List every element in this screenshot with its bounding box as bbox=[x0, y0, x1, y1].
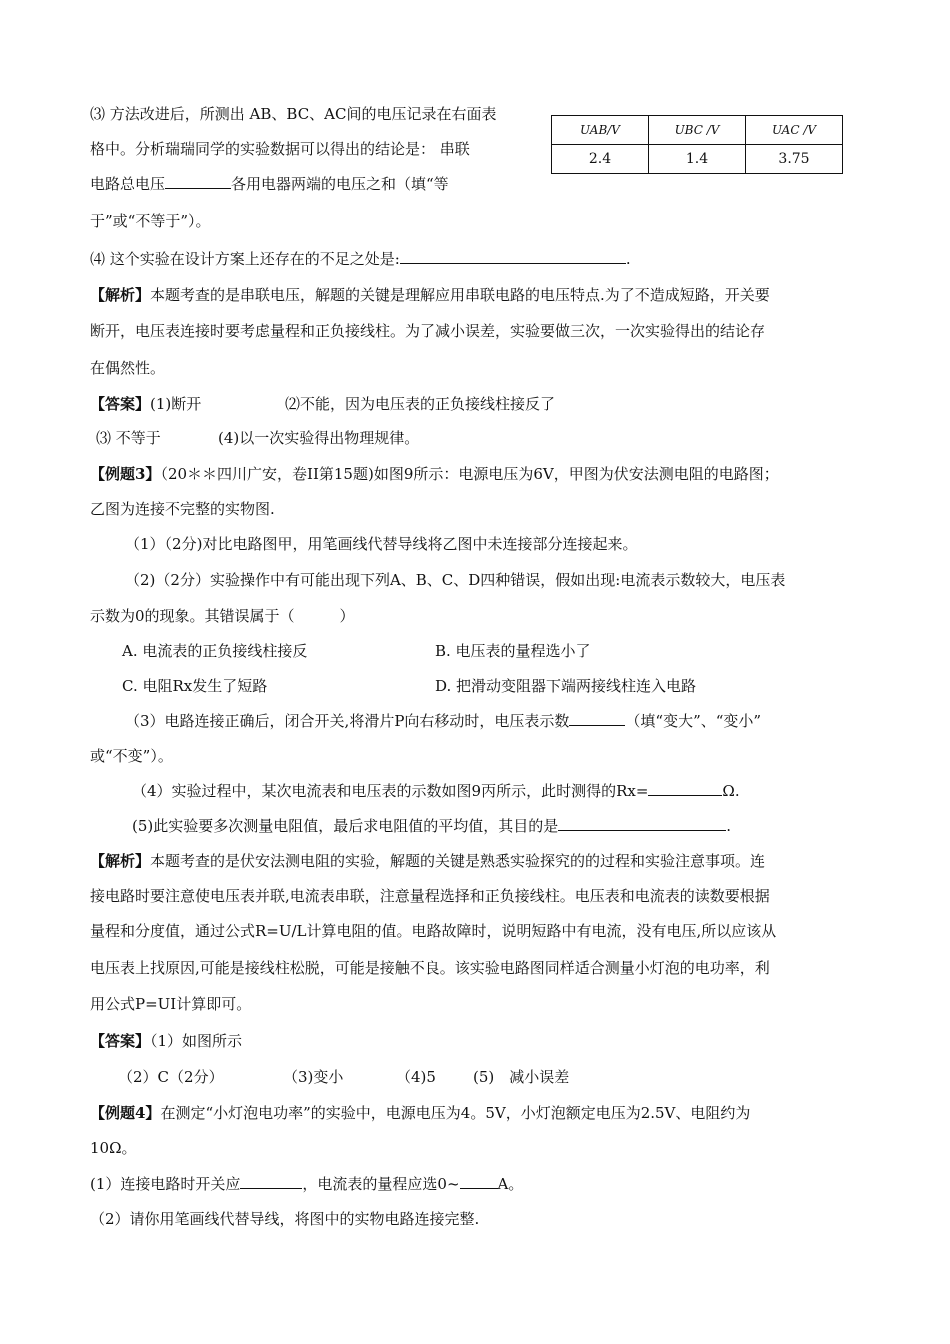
ex3-analysis-line-1 bbox=[90, 850, 765, 872]
value-uab: 2.4 bbox=[552, 145, 649, 174]
q5-text: (5)此实验要多次测量电阻值，最后求电阻值的平均值，其目的是 bbox=[132, 817, 559, 835]
answer-blank[interactable] bbox=[648, 781, 722, 796]
ex3-analysis-line-5: 用公式P=UI计算即可。 bbox=[90, 995, 252, 1013]
answer-4: （4)5 bbox=[396, 1068, 436, 1086]
analysis-text: 本题考查的是伏安法测电阻的实验，解题的关键是熟悉实验探究的的过程和实验注意事项。连 bbox=[150, 852, 766, 870]
p3-line-2: 格中。分析瑞瑞同学的实验数据可以得出的结论是： 串联 bbox=[90, 140, 470, 158]
ex3-question-4 bbox=[132, 780, 740, 802]
example-tag: 【例题3】 bbox=[90, 465, 161, 483]
answer-blank[interactable] bbox=[400, 249, 626, 264]
analysis-tag: 【解析】 bbox=[90, 286, 151, 304]
value-ubc: 1.4 bbox=[649, 145, 746, 174]
answer-2: （2）C（2分） bbox=[118, 1068, 224, 1086]
ex4-text: 在测定“小灯泡电功率”的实验中，电源电压为4。5V，小灯泡额定电压为2.5V、电阻约为 bbox=[160, 1104, 751, 1122]
q3-end: （填“变大”、“变小” bbox=[625, 712, 762, 730]
ex3-question-1: （1）（2分)对比电路图甲，用笔画线代替导线将乙图中未连接部分连接起来。 bbox=[125, 535, 638, 553]
ex3-question-3b: 或“不变”）。 bbox=[90, 747, 173, 765]
table-header-row bbox=[552, 116, 843, 145]
ex4-line-2: 10Ω。 bbox=[90, 1139, 137, 1157]
analysis-text: 本题考查的是串联电压，解题的关键是理解应用串联电路的电压特点.为了不造成短路，开关要 bbox=[150, 286, 770, 304]
option-c: C. 电阻Rx发生了短路 bbox=[122, 677, 268, 695]
answer-1: （1）如图所示 bbox=[150, 1032, 243, 1050]
ex3-text: （20＊＊四川广安，卷II第15题)如图9所示：电源电压为6V，甲图为伏安法测电阻的电路图； bbox=[160, 465, 779, 483]
p3-line-4: 于”或“不等于”）。 bbox=[90, 212, 211, 230]
analysis-tag: 【解析】 bbox=[90, 852, 151, 870]
ex2-analysis-line-3: 在偶然性。 bbox=[90, 359, 166, 377]
ex2-answer-line-1 bbox=[90, 393, 201, 415]
answer-2: ⑵不能，因为电压表的正负接线柱接反了 bbox=[285, 395, 556, 413]
q4-end: Ω. bbox=[722, 782, 740, 800]
ex3-line-2: 乙图为连接不完整的实物图. bbox=[90, 500, 275, 518]
answer-blank[interactable] bbox=[569, 711, 625, 726]
option-b: B. 电压表的量程选小了 bbox=[435, 642, 591, 660]
option-a: A. 电流表的正负接线柱接反 bbox=[122, 642, 308, 660]
ex3-analysis-line-3: 量程和分度值，通过公式R=U/L计算电阻的值。电路故障时，说明短路中有电流，没有电压,所以应该从 bbox=[90, 922, 777, 940]
answer-blank[interactable] bbox=[240, 1174, 302, 1189]
q5-end: . bbox=[726, 817, 732, 835]
ex3-question-2a: （2)（2分）实验操作中有可能出现下列A、B、C、D四种错误，假如出现:电流表示数较大，电压表 bbox=[125, 571, 786, 589]
answer-3: （3)变小 bbox=[283, 1068, 344, 1086]
example-tag: 【例题4】 bbox=[90, 1104, 161, 1122]
ex3-analysis-line-2: 接电路时要注意使电压表并联,电流表串联，注意量程选择和正负接线柱。电压表和电流表的读数要根据 bbox=[90, 887, 770, 905]
ex3-analysis-line-4: 电压表上找原因,可能是接线柱松脱，可能是接触不良。该实验电路图同样适合测量小灯泡的电功率，利 bbox=[90, 959, 770, 977]
answer-blank[interactable] bbox=[558, 816, 726, 831]
header-uac: UAC /V bbox=[746, 116, 843, 145]
ex4-line-1 bbox=[90, 1102, 750, 1124]
voltage-table bbox=[551, 115, 843, 174]
answer-4: (4)以一次实验得出物理规律。 bbox=[218, 429, 420, 447]
answer-1: (1)断开 bbox=[150, 395, 202, 413]
header-uab: UAB/V bbox=[552, 116, 649, 145]
p4-end: . bbox=[625, 250, 631, 268]
header-ubc: UBC /V bbox=[649, 116, 746, 145]
ex4-question-1 bbox=[90, 1173, 523, 1195]
p3-line-1: ⑶ 方法改进后，所测出 AB、BC、AC间的电压记录在右面表 bbox=[90, 105, 497, 123]
ex4-question-2: （2）请你用笔画线代替导线，将图中的实物电路连接完整. bbox=[90, 1210, 480, 1228]
q1-text-b: ，电流表的量程应选0~ bbox=[302, 1175, 460, 1193]
answer-blank[interactable] bbox=[165, 174, 231, 189]
ex2-analysis-line-1 bbox=[90, 284, 770, 306]
q3-text: （3）电路连接正确后，闭合开关,将滑片P向右移动时，电压表示数 bbox=[125, 712, 570, 730]
ex3-question-3a bbox=[125, 710, 761, 732]
table-row bbox=[552, 145, 843, 174]
p3-line-3-b: 各用电器两端的电压之和（填“等 bbox=[231, 175, 449, 193]
answer-3: ⑶ 不等于 bbox=[96, 429, 161, 447]
value-uac: 3.75 bbox=[746, 145, 843, 174]
ex3-answer-line-1 bbox=[90, 1030, 242, 1052]
ex3-line-1 bbox=[90, 463, 779, 485]
q1-text-c: A。 bbox=[497, 1175, 524, 1193]
option-d: D. 把滑动变阻器下端两接线柱连入电路 bbox=[435, 677, 697, 695]
answer-tag: 【答案】 bbox=[90, 395, 151, 413]
p3-line-3-a: 电路总电压 bbox=[90, 175, 166, 193]
p4-line bbox=[90, 248, 631, 270]
ex3-question-2b: 示数为0的现象。其错误属于（ ） bbox=[90, 607, 355, 625]
q1-text-a: (1）连接电路时开关应 bbox=[90, 1175, 241, 1193]
answer-tag: 【答案】 bbox=[90, 1032, 151, 1050]
ex2-analysis-line-2: 断开，电压表连接时要考虑量程和正负接线柱。为了减小误差，实验要做三次，一次实验得出的结论存 bbox=[90, 322, 766, 340]
answer-blank[interactable] bbox=[460, 1174, 498, 1189]
p3-line-3 bbox=[90, 173, 449, 195]
p4-text: ⑷ 这个实验在设计方案上还存在的不足之处是: bbox=[90, 250, 400, 268]
q4-text: （4）实验过程中，某次电流表和电压表的示数如图9丙所示，此时测得的Rx= bbox=[132, 782, 649, 800]
answer-5: (5) 减小误差 bbox=[473, 1068, 570, 1086]
ex3-question-5 bbox=[132, 815, 731, 837]
